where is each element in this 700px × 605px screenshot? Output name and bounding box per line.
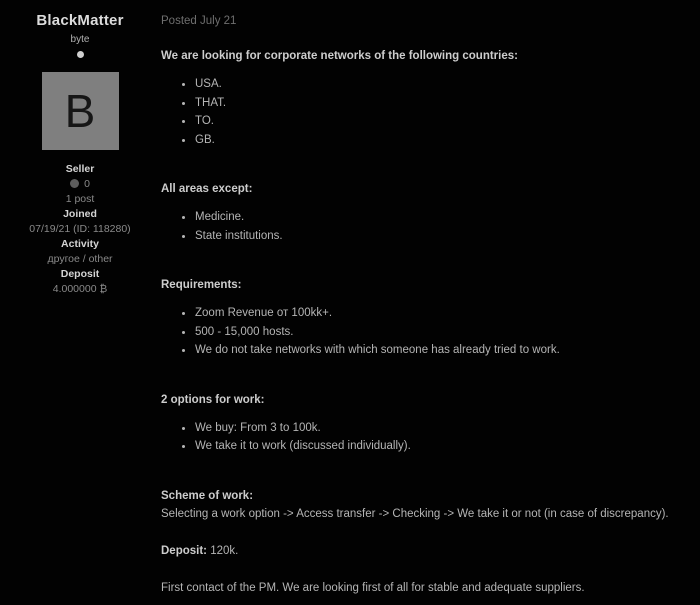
profile-meta-text: другое / other bbox=[47, 253, 113, 265]
section-heading: Scheme of work: bbox=[161, 489, 254, 502]
reputation-dot-icon bbox=[70, 179, 79, 188]
profile-meta-row bbox=[0, 207, 160, 222]
profile-meta-text: Deposit bbox=[60, 268, 100, 280]
profile-meta-row bbox=[0, 222, 160, 237]
section-heading: 2 options for work: bbox=[161, 393, 265, 406]
bullet-list bbox=[161, 304, 696, 360]
author-username[interactable]: BlackMatter bbox=[36, 12, 124, 29]
paragraph: Deposit: 120k. bbox=[161, 544, 239, 557]
section-heading: All areas except: bbox=[161, 183, 253, 195]
bullet-list bbox=[161, 419, 696, 456]
profile-meta-text: 07/19/21 (ID: 118280) bbox=[29, 223, 131, 235]
status-dot-icon bbox=[77, 51, 84, 58]
bullet-item: • GB. bbox=[194, 131, 696, 150]
bullet-list bbox=[161, 208, 696, 245]
section-heading: Requirements: bbox=[161, 279, 242, 291]
section-heading: We are looking for corporate networks of the following countries: bbox=[161, 50, 518, 62]
profile-meta-row bbox=[0, 237, 160, 252]
bullet-item: • USA. bbox=[194, 75, 696, 94]
author-user-title: byte bbox=[70, 34, 90, 45]
bullet-item: • 500 - 15,000 hosts. bbox=[194, 323, 696, 342]
profile-meta-row bbox=[0, 162, 160, 177]
profile-meta bbox=[0, 162, 160, 297]
bullet-item: • We buy: From 3 to 100k. bbox=[194, 419, 696, 438]
bullet-item: • Zoom Revenue от 100kk+. bbox=[194, 304, 696, 323]
profile-meta-row bbox=[0, 177, 160, 192]
post-body bbox=[160, 0, 700, 605]
bullet-item: • THAT. bbox=[194, 94, 696, 113]
profile-meta-text: 4.000000 ₿ bbox=[52, 283, 108, 295]
bullet-item: • TO. bbox=[194, 112, 696, 131]
paragraph: Selecting a work option -> Access transfer -> Checking -> We take it or not (in case of discrepancy). bbox=[161, 507, 669, 520]
paragraph: First contact of the PM. We are looking first of all for stable and adequate suppliers. bbox=[161, 581, 585, 594]
profile-meta-text: Joined bbox=[63, 208, 97, 220]
profile-meta-row bbox=[0, 192, 160, 207]
profile-meta-text: 0 bbox=[84, 178, 90, 190]
bullet-item: • Medicine. bbox=[194, 208, 696, 227]
post-timestamp: Posted July 21 bbox=[161, 15, 237, 27]
profile-meta-text: 1 post bbox=[65, 193, 95, 205]
avatar-letter: B bbox=[64, 85, 96, 137]
paragraph-lead: Deposit: bbox=[161, 544, 207, 557]
profile-meta-text: Activity bbox=[61, 238, 99, 250]
profile-meta-row bbox=[0, 267, 160, 282]
avatar[interactable] bbox=[42, 72, 119, 150]
profile-meta-text: Seller bbox=[65, 163, 95, 175]
bullet-list bbox=[161, 75, 696, 149]
profile-meta-row bbox=[0, 282, 160, 297]
bullet-item: • We do not take networks with which someone has already tried to work. bbox=[194, 341, 696, 360]
author-sidebar bbox=[0, 0, 160, 605]
bullet-item: • State institutions. bbox=[194, 227, 696, 246]
profile-meta-row bbox=[0, 252, 160, 267]
bullet-item: • We take it to work (discussed individually). bbox=[194, 437, 696, 456]
